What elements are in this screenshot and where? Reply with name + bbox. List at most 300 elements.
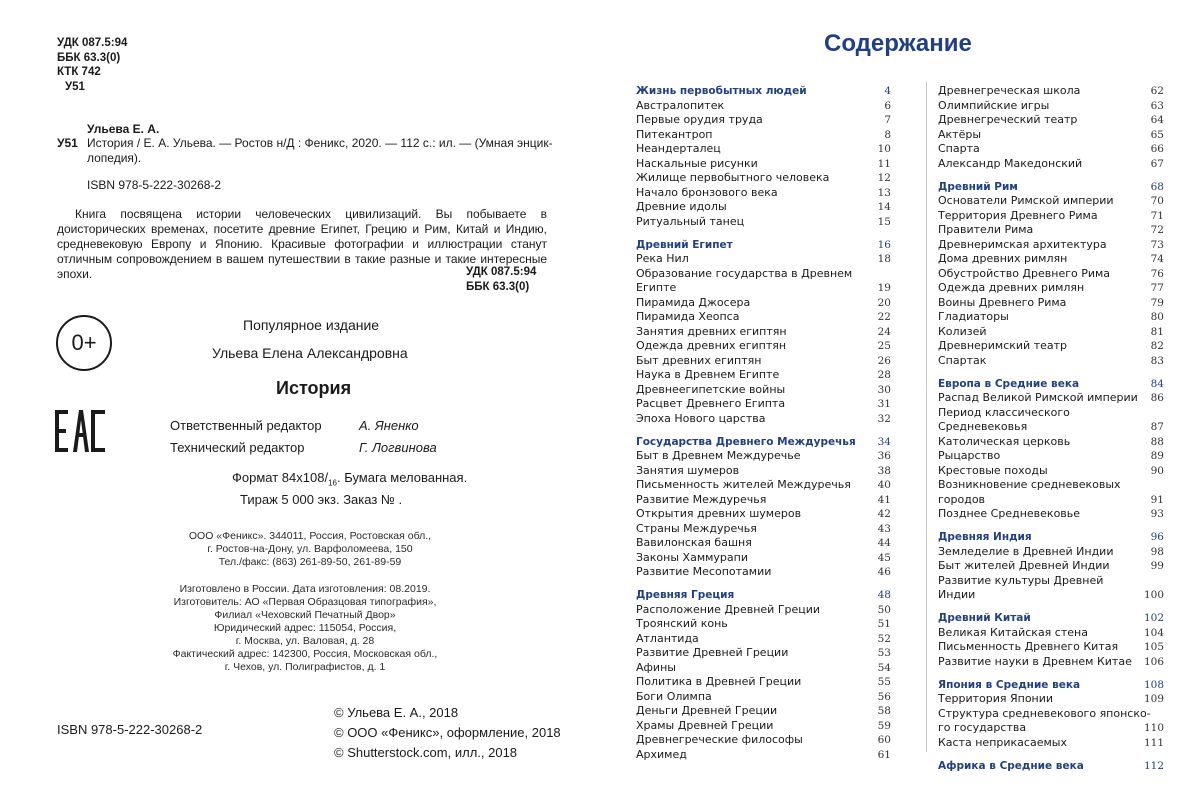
toc-entry-title: Развитие науки в Древнем Китае <box>938 654 1132 668</box>
toc-entry[interactable] <box>636 704 891 719</box>
toc-entry-title: Образование государства в Древнем Египте <box>636 266 853 294</box>
toc-page-number: 24 <box>877 325 891 338</box>
toc-entry[interactable] <box>636 675 891 690</box>
toc-page-number: 26 <box>877 354 891 367</box>
toc-entry[interactable] <box>938 464 1164 479</box>
toc-entry-title: Быт жителей Древней Индии <box>938 559 1110 572</box>
toc-section-title: Жизнь первобытных людей <box>636 85 807 97</box>
toc-page-number: 11 <box>877 157 891 170</box>
toc-entry-title: Правители Рима <box>938 223 1034 236</box>
toc-entry[interactable] <box>938 435 1164 450</box>
toc-entry-title: Наскальные рисунки <box>636 156 758 170</box>
toc-entry[interactable] <box>636 128 891 143</box>
toc-entry-title: Быт в Древнем Междуречье <box>636 449 801 462</box>
toc-entry[interactable] <box>938 574 1164 603</box>
toc-section-title: Древняя Индия <box>938 531 1032 543</box>
toc-entry-title: Занятия шумеров <box>636 463 740 477</box>
toc-entry[interactable] <box>938 339 1164 354</box>
toc-entry[interactable] <box>636 171 891 186</box>
toc-entry[interactable] <box>938 640 1164 655</box>
toc-entry[interactable] <box>636 310 891 325</box>
isbn-top: ISBN 978-5-222-30268-2 <box>87 178 222 192</box>
toc-page-number: 25 <box>877 340 891 352</box>
editor-role: Технический редактор <box>170 440 305 455</box>
toc-entry[interactable] <box>636 99 891 114</box>
manufacturer-line: Изготовлено в России. Дата изготовления: 08.2019. <box>179 583 431 595</box>
toc-entry[interactable] <box>938 325 1164 340</box>
toc-entry-title: Атлантида <box>636 631 699 645</box>
toc-section-title: Древний Рим <box>938 180 1018 193</box>
eac-mark-icon <box>55 408 107 459</box>
toc-entry-title: Земледелие в Древней Индии <box>938 544 1114 558</box>
toc-page-number: 53 <box>877 647 891 659</box>
toc-entry-title: Крестовые походы <box>938 463 1048 477</box>
toc-page-number: 60 <box>877 734 891 746</box>
toc-entry[interactable] <box>636 186 891 201</box>
format-text-a: Формат 84x108/ <box>232 470 329 485</box>
toc-entry-title: Ритуальный танец <box>636 214 745 228</box>
toc-entry-title: Страны Междуречья <box>636 521 757 535</box>
toc-page-number: 32 <box>877 412 891 425</box>
toc-page-number: 65 <box>1150 128 1164 141</box>
toc-entry-title: Период классического Средневековья <box>938 405 1070 433</box>
toc-entry-title: Наука в Древнем Египте <box>636 368 780 381</box>
copyright-line: © Shutterstock.com, илл., 2018 <box>334 745 518 760</box>
toc-page-number: 8 <box>884 128 891 141</box>
toc-page-number: 61 <box>877 748 891 761</box>
toc-page-number: 34 <box>877 435 891 448</box>
toc-page-number: 13 <box>877 186 891 199</box>
bib-text: История / Е. А. Ульева. — Ростов н/Д : Феникс, 2020. — 112 с.: ил. — (Умная энцик-лопедия). <box>87 136 553 165</box>
toc-entry[interactable] <box>636 632 891 647</box>
toc-entry[interactable] <box>636 551 891 566</box>
toc-page-number: 87 <box>1150 421 1164 433</box>
toc-page-number: 105 <box>1143 641 1164 653</box>
toc-entry-title: Законы Хаммурапи <box>636 550 748 564</box>
toc-entry-title: Афины <box>636 660 676 674</box>
toc-entry-title: Развитие Междуречья <box>636 492 767 506</box>
toc-entry[interactable] <box>938 223 1164 238</box>
toc-entry[interactable] <box>938 354 1164 369</box>
toc-page-number: 46 <box>877 566 891 578</box>
toc-entry-title: Пирамида Хеопса <box>636 310 740 323</box>
toc-page-number: 79 <box>1150 296 1164 309</box>
toc-page-number: 91 <box>1150 493 1164 506</box>
toc-entry-title: Жилище первобытного человека <box>636 171 830 184</box>
toc-entry-title: Начало бронзового века <box>636 185 778 199</box>
toc-section[interactable] <box>938 377 1164 392</box>
toc-page-number: 7 <box>884 114 891 126</box>
toc-entry-title: Расположение Древней Греции <box>636 602 821 616</box>
toc-page-number: 89 <box>1150 450 1164 462</box>
toc-page-number: 81 <box>1150 325 1164 338</box>
toc-section[interactable] <box>636 588 891 603</box>
toc-entry[interactable] <box>636 661 891 676</box>
manufacturer-line: Фактический адрес: 142300, Россия, Московская обл., <box>172 648 438 660</box>
author-full-name: Ульева Елена Александровна <box>212 345 408 361</box>
isbn-bottom: ISBN 978-5-222-30268-2 <box>57 722 203 737</box>
toc-entry[interactable] <box>636 507 891 522</box>
toc-entry[interactable] <box>938 507 1164 522</box>
toc-entry[interactable] <box>938 281 1164 296</box>
toc-entry-title: го государства <box>938 721 1027 734</box>
toc-page-number: 63 <box>1150 99 1164 112</box>
toc-entry-title: Олимпийские игры <box>938 98 1050 112</box>
toc-entry[interactable] <box>938 406 1164 435</box>
toc-page-number: 10 <box>877 143 891 155</box>
toc-page-number: 22 <box>877 311 891 323</box>
toc-entry[interactable] <box>636 646 891 661</box>
toc-page-number: 86 <box>1150 392 1164 404</box>
toc-entry[interactable] <box>938 707 1164 722</box>
toc-section-title: Африка в Средние века <box>938 759 1084 772</box>
format-text-b: . Бумага мелованная. <box>336 470 468 485</box>
publisher-info <box>160 530 460 569</box>
toc-entry[interactable] <box>938 128 1164 143</box>
toc-entry[interactable] <box>938 252 1164 267</box>
toc-entry[interactable] <box>636 449 891 464</box>
editor-name: Г. Логвинова <box>359 440 437 455</box>
toc-page-number: 4 <box>884 85 891 97</box>
toc-entry[interactable] <box>636 296 891 311</box>
toc-entry-title: Территория Японии <box>938 692 1054 705</box>
toc-page-number: 67 <box>1150 157 1164 170</box>
toc-entry-title: Древнегреческая школа <box>938 84 1081 97</box>
toc-page-number: 52 <box>877 632 891 645</box>
toc-page-number: 48 <box>877 589 891 601</box>
toc-entry-title: Католическая церковь <box>938 434 1071 448</box>
publisher-line: Тел./факс: (863) 261-89-50, 261-89-59 <box>218 556 402 568</box>
toc-section[interactable] <box>938 611 1164 626</box>
toc-page-number: 102 <box>1143 612 1164 624</box>
toc-entry-title: Развитие Древней Греции <box>636 646 789 659</box>
toc-entry-title: Великая Китайская стена <box>938 625 1088 639</box>
toc-page-number: 30 <box>877 383 891 396</box>
toc-page-number: 28 <box>877 369 891 381</box>
copyright-line: © Ульева Е. А., 2018 <box>334 705 459 720</box>
toc-entry[interactable] <box>938 238 1164 253</box>
toc-page-number: 43 <box>877 522 891 535</box>
copyright-block <box>334 703 561 763</box>
toc-entry-title: Открытия древних шумеров <box>636 507 802 520</box>
toc-entry[interactable] <box>938 296 1164 311</box>
toc-page-number: 110 <box>1143 722 1164 734</box>
toc-page-number: 40 <box>877 479 891 491</box>
toc-entry-title: Спартак <box>938 353 987 367</box>
toc-page-number: 50 <box>877 603 891 616</box>
editor-role: Ответственный редактор <box>170 418 322 433</box>
toc-entry-title: Обустройство Древнего Рима <box>938 266 1111 280</box>
toc-page-number: 84 <box>1150 377 1164 390</box>
toc-entry[interactable] <box>938 84 1164 99</box>
toc-entry-title: Занятия древних египтян <box>636 324 787 338</box>
toc-entry[interactable] <box>938 721 1164 736</box>
toc-entry-title: Территория Древнего Рима <box>938 208 1098 222</box>
toc-page-number: 88 <box>1150 435 1164 448</box>
toc-entry[interactable] <box>938 391 1164 406</box>
toc-page-number: 19 <box>877 282 891 294</box>
toc-entry[interactable] <box>636 536 891 551</box>
toc-page-number: 56 <box>877 690 891 703</box>
toc-page-number: 82 <box>1150 340 1164 352</box>
manufacturer-line: г. Москва, ул. Валовая, д. 28 <box>235 635 375 647</box>
toc-page-number: 64 <box>1150 114 1164 126</box>
toc-entry[interactable] <box>636 252 891 267</box>
toc-entry-title: городов <box>938 492 986 506</box>
manufacturer-line: г. Чехов, ул. Полиграфистов, д. 1 <box>224 661 386 673</box>
toc-entry-title: Письменность жителей Междуречья <box>636 478 851 491</box>
toc-entry[interactable] <box>938 113 1164 128</box>
toc-section-title: Европа в Средние века <box>938 377 1080 390</box>
toc-entry-title: Быт древних египтян <box>636 353 762 367</box>
toc-entry-title: Древнеримский театр <box>938 339 1068 352</box>
toc-entry-title: Одежда древних египтян <box>636 339 787 352</box>
toc-page-number: 83 <box>1150 354 1164 367</box>
toc-entry[interactable] <box>938 157 1164 172</box>
toc-entry[interactable] <box>636 565 891 580</box>
toc-entry[interactable] <box>938 736 1164 751</box>
toc-entry-title: Дома древних римлян <box>938 252 1068 265</box>
manufacturer-line: Филиал «Чеховский Печатный Двор» <box>214 609 396 621</box>
toc-entry[interactable] <box>938 478 1164 493</box>
toc-page-number: 77 <box>1150 282 1164 294</box>
toc-entry[interactable] <box>938 559 1164 574</box>
toc-page-number: 72 <box>1150 224 1164 236</box>
format-line <box>232 470 467 488</box>
age-rating-text: 0+ <box>71 330 97 355</box>
toc-page-number: 58 <box>877 705 891 717</box>
toc-column-1 <box>636 84 891 762</box>
toc-page-number: 74 <box>1150 253 1164 265</box>
editor-name: А. Яненко <box>359 418 419 433</box>
bib-code: У51 <box>57 136 78 150</box>
toc-entry[interactable] <box>636 325 891 340</box>
toc-page-number: 68 <box>1150 180 1164 193</box>
toc-entry-title: Река Нил <box>636 252 689 265</box>
toc-entry[interactable] <box>636 412 891 427</box>
toc-entry-title: Гладиаторы <box>938 310 1009 323</box>
toc-entry-title: Рыцарство <box>938 449 1001 462</box>
toc-entry-title: Структура средневекового японско- <box>938 706 1151 720</box>
toc-entry-title: Распад Великой Римской империи <box>938 391 1138 404</box>
toc-entry-title: Развитие Месопотамии <box>636 565 772 578</box>
toc-page-number: 41 <box>877 493 891 506</box>
age-rating-badge <box>56 315 112 371</box>
toc-entry[interactable] <box>636 733 891 748</box>
toc-entry[interactable] <box>636 397 891 412</box>
toc-entry[interactable] <box>938 267 1164 282</box>
toc-entry-title: Актёры <box>938 127 982 141</box>
toc-section-title: Древняя Греция <box>636 589 735 601</box>
toc-entry-title: Развитие культуры Древней Индии <box>938 573 1104 601</box>
toc-page-number: 15 <box>877 215 891 228</box>
manufacturer-info <box>150 583 460 674</box>
toc-entry-title: Расцвет Древнего Египта <box>636 397 786 410</box>
toc-entry-title: Боги Олимпа <box>636 689 712 703</box>
toc-entry[interactable] <box>636 464 891 479</box>
toc-page-number: 73 <box>1150 238 1164 251</box>
toc-entry[interactable] <box>938 545 1164 560</box>
toc-page-number: 31 <box>877 398 891 410</box>
toc-section-title: Древний Египет <box>636 238 733 251</box>
publisher-line: г. Ростов-на-Дону, ул. Варфоломеева, 150 <box>207 543 413 555</box>
toc-page-number: 99 <box>1150 560 1164 572</box>
publisher-line: ООО «Феникс». 344011, Россия, Ростовская обл., <box>188 530 432 542</box>
toc-entry[interactable] <box>636 157 891 172</box>
toc-entry[interactable] <box>636 383 891 398</box>
toc-entry[interactable] <box>636 719 891 734</box>
toc-entry[interactable] <box>636 113 891 128</box>
manufacturer-line: Юридический адрес: 115054, Россия, <box>213 622 397 634</box>
toc-section-title: Государства Древнего Междуречья <box>636 435 856 448</box>
toc-entry[interactable] <box>636 603 891 618</box>
classification-codes-bottom <box>466 265 536 294</box>
toc-section[interactable] <box>636 435 891 450</box>
toc-entry-title: Пирамида Джосера <box>636 295 751 309</box>
toc-entry-title: Эпоха Нового царства <box>636 411 766 425</box>
toc-entry-title: Древнеримская архитектура <box>938 237 1107 251</box>
classification-codes-top <box>57 36 127 94</box>
toc-entry-title: Основатели Римской империи <box>938 194 1114 207</box>
toc-page-number: 93 <box>1150 508 1164 520</box>
manufacturer-line: Изготовитель: АО «Первая Образцовая типография», <box>173 596 437 608</box>
toc-page-number: 109 <box>1143 693 1164 705</box>
udk-code: УДК 087.5:94 <box>57 37 128 49</box>
toc-entry[interactable] <box>938 142 1164 157</box>
toc-page-number: 55 <box>877 676 891 688</box>
toc-page-number: 71 <box>1150 209 1164 222</box>
toc-page-number: 42 <box>877 508 891 520</box>
toc-page-number: 70 <box>1150 195 1164 207</box>
toc-entry[interactable] <box>938 626 1164 641</box>
toc-entry-title: Древнеегипетские войны <box>636 382 786 396</box>
toc-entry[interactable] <box>636 617 891 632</box>
udk-code-2: УДК 087.5:94 <box>466 266 537 278</box>
toc-page-number: 18 <box>877 253 891 265</box>
toc-entry[interactable] <box>636 368 891 383</box>
toc-entry-title: Древнегреческий театр <box>938 113 1078 126</box>
toc-page-number: 12 <box>877 172 891 184</box>
toc-entry-title: Одежда древних римлян <box>938 281 1085 294</box>
toc-entry-title: Воины Древнего Рима <box>938 295 1067 309</box>
toc-entry[interactable] <box>938 310 1164 325</box>
ktk-code: КТК 742 <box>57 66 101 78</box>
toc-page-number: 16 <box>877 238 891 251</box>
toc-page-number: 44 <box>877 537 891 549</box>
toc-page-number: 54 <box>877 661 891 674</box>
toc-entry[interactable] <box>636 339 891 354</box>
toc-entry[interactable] <box>938 493 1164 508</box>
toc-page-number: 6 <box>884 99 891 112</box>
toc-entry-title: Архимед <box>636 747 687 761</box>
toc-page-number: 14 <box>877 201 891 213</box>
toc-entry-title: Древние идолы <box>636 200 727 213</box>
toc-section-title: Япония в Средние века <box>938 678 1081 691</box>
toc-section[interactable] <box>938 678 1164 693</box>
toc-page-number: 98 <box>1150 545 1164 558</box>
toc-page-number: 112 <box>1143 759 1164 772</box>
toc-page-number: 66 <box>1150 143 1164 155</box>
toc-entry-title: Вавилонская башня <box>636 536 752 549</box>
toc-entry[interactable] <box>938 449 1164 464</box>
toc-entry-title: Письменность Древнего Китая <box>938 640 1119 653</box>
book-title: История <box>276 378 352 398</box>
toc-entry-title: Каста неприкасаемых <box>938 735 1067 749</box>
toc-entry[interactable] <box>636 200 891 215</box>
toc-section-title: Древний Китай <box>938 612 1031 624</box>
popular-edition-label: Популярное издание <box>243 317 380 333</box>
toc-heading: Содержание <box>824 30 972 57</box>
toc-page-number: 51 <box>877 618 891 630</box>
toc-entry-title: Колизей <box>938 324 987 338</box>
toc-entry[interactable] <box>636 478 891 493</box>
toc-page-number: 96 <box>1150 531 1164 543</box>
toc-column-2 <box>938 84 1164 773</box>
toc-entry[interactable] <box>636 690 891 705</box>
column-divider <box>926 82 927 752</box>
toc-entry-title: Александр Македонский <box>938 156 1083 170</box>
toc-page-number: 59 <box>877 719 891 732</box>
toc-entry[interactable] <box>938 194 1164 209</box>
toc-page-number: 45 <box>877 551 891 564</box>
toc-section[interactable] <box>636 84 891 99</box>
toc-entry-title: Храмы Древней Греции <box>636 718 774 732</box>
toc-entry[interactable] <box>636 354 891 369</box>
toc-page-number: 38 <box>877 464 891 477</box>
toc-page-number: 111 <box>1143 736 1164 749</box>
toc-entry[interactable] <box>938 99 1164 114</box>
toc-page-number: 62 <box>1150 85 1164 97</box>
toc-entry[interactable] <box>636 493 891 508</box>
toc-entry[interactable] <box>636 748 891 763</box>
toc-entry[interactable] <box>938 655 1164 670</box>
toc-page-number: 104 <box>1143 626 1164 639</box>
toc-entry-title: Спарта <box>938 142 980 155</box>
toc-entry-title: Позднее Средневековье <box>938 507 1081 520</box>
toc-entry[interactable] <box>636 522 891 537</box>
toc-section[interactable] <box>938 530 1164 545</box>
bibliographic-record <box>57 136 557 166</box>
toc-page-number: 106 <box>1143 655 1164 668</box>
print-run-line: Тираж 5 000 экз. Заказ № . <box>240 492 403 507</box>
toc-page-number: 100 <box>1143 589 1164 601</box>
annotation: Книга посвящена истории человеческих цивилизаций. Вы побываете в доисторических временах, посетите древние Египет, Грецию и Рим, Китай и Индию, средневековую Европу и Японию. Красивые фотографии и иллюстрации станут отличным сопровождением в вашем путешествии в такие разные и такие интересные эпохи. <box>57 207 547 281</box>
toc-entry-title: Троянский конь <box>636 617 728 630</box>
toc-entry[interactable] <box>938 209 1164 224</box>
bbk-code: ББК 63.3(0) <box>57 51 121 64</box>
toc-section[interactable] <box>938 180 1164 195</box>
toc-entry-title: Австралопитек <box>636 98 725 112</box>
toc-entry-title: Питекантроп <box>636 127 713 141</box>
toc-entry[interactable] <box>636 267 891 296</box>
toc-page-number: 20 <box>877 296 891 309</box>
copyright-line: © ООО «Феникс», оформление, 2018 <box>334 725 561 740</box>
toc-entry[interactable] <box>636 215 891 230</box>
toc-section[interactable] <box>938 759 1164 774</box>
toc-entry[interactable] <box>938 692 1164 707</box>
bbk-code-2: ББК 63.3(0) <box>466 280 530 293</box>
format-sub: 16 <box>328 478 337 488</box>
toc-entry[interactable] <box>636 142 891 157</box>
toc-entry-title: Политика в Древней Греции <box>636 675 802 688</box>
toc-entry-title: Возникновение средневековых <box>938 478 1121 491</box>
toc-page-number: 76 <box>1150 267 1164 280</box>
toc-page-number: 36 <box>877 450 891 462</box>
toc-page-number: 108 <box>1143 678 1164 691</box>
toc-section[interactable] <box>636 238 891 253</box>
toc-page-number: 80 <box>1150 311 1164 323</box>
toc-entry-title: Первые орудия труда <box>636 113 763 126</box>
